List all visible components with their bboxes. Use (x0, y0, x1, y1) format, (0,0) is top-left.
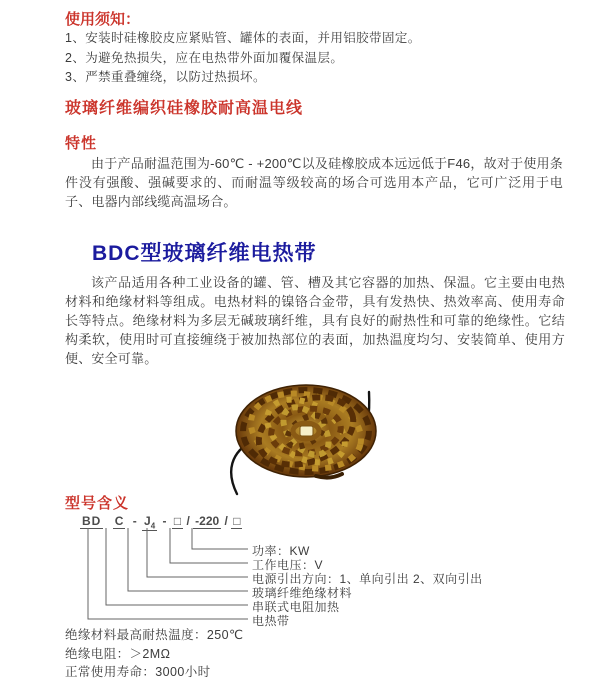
model-label-series-heating: 串联式电阻加热 (252, 600, 340, 614)
wire-section-heading: 玻璃纤维编织硅橡胶耐高温电线 (65, 100, 304, 117)
model-label-insulation: 玻璃纤维绝缘材料 (252, 586, 353, 600)
formula-separator: / (224, 514, 228, 528)
model-label-heating-tape: 电热带 (252, 614, 290, 628)
formula-token-220: -220 (195, 514, 220, 528)
formula-token-j4: $J_4$ (144, 514, 156, 531)
model-diagram-lines (80, 528, 280, 628)
spec-insulation-resistance: 绝缘电阻：＞2MΩ (65, 646, 171, 661)
formula-separator: - (162, 514, 167, 528)
formula-separator: / (186, 514, 190, 528)
formula-token-box1: □ (173, 514, 182, 528)
usage-notice-item: 1、安装时硅橡胶皮应紧贴管、罐体的表面，并用铝胶带固定。 (65, 31, 421, 45)
heating-tape-photo (220, 372, 392, 498)
usage-notice-item: 2、为避免热损失，应在电热带外面加覆保温层。 (65, 50, 344, 65)
usage-notice-list (65, 29, 421, 88)
spec-list (65, 626, 243, 682)
formula-token-c: C (114, 514, 124, 528)
formula-token-box2: □ (233, 514, 241, 528)
spec-max-temperature: 绝缘材料最高耐热温度：250℃ (65, 628, 244, 642)
usage-notice-item: 3、严禁重叠缠绕，以防过热损坏。 (65, 70, 266, 84)
features-title: 特性 (65, 135, 98, 152)
usage-notice-title: 使用须知： (65, 11, 141, 28)
model-label-power: 功率：KW (252, 544, 310, 558)
spec-service-life: 正常使用寿命：3000小时 (65, 665, 211, 679)
model-meaning-title: 型号含义 (65, 495, 130, 512)
model-label-lead-direction: 电源引出方向：1、单向引出 2、双向引出 (252, 572, 483, 586)
formula-separator: - (132, 514, 137, 528)
model-formula (80, 514, 242, 531)
formula-token-bd: BD (82, 514, 102, 528)
bdc-product-title: BDC型玻璃纤维电热带 (92, 242, 317, 265)
features-paragraph: 由于产品耐温范围为-60℃ - +200℃以及硅橡胶成本远远低于F46，故对于使用条件没有强酸、强碱要求的、而耐温等级较高的场合可选用本产品，它可广泛用于电子、电器内部线缆高温场合。 (65, 156, 563, 209)
bdc-paragraph: 该产品适用各种工业设备的罐、管、槽及其它容器的加热、保温。它主要由电热材料和绝缘材料等组成。电热材料的镍铬合金带，具有发热快、热效率高、使用寿命长等特点。绝缘材料为多层无碱玻璃纤维，具有良好的耐热性和可靠的绝缘性。它结构柔软，使用时可直接缠绕于被加热部位的表面，加热温度均匀、安装简单、使用方便、安全可靠。 (65, 275, 565, 366)
model-label-voltage: 工作电压：V (252, 558, 324, 572)
